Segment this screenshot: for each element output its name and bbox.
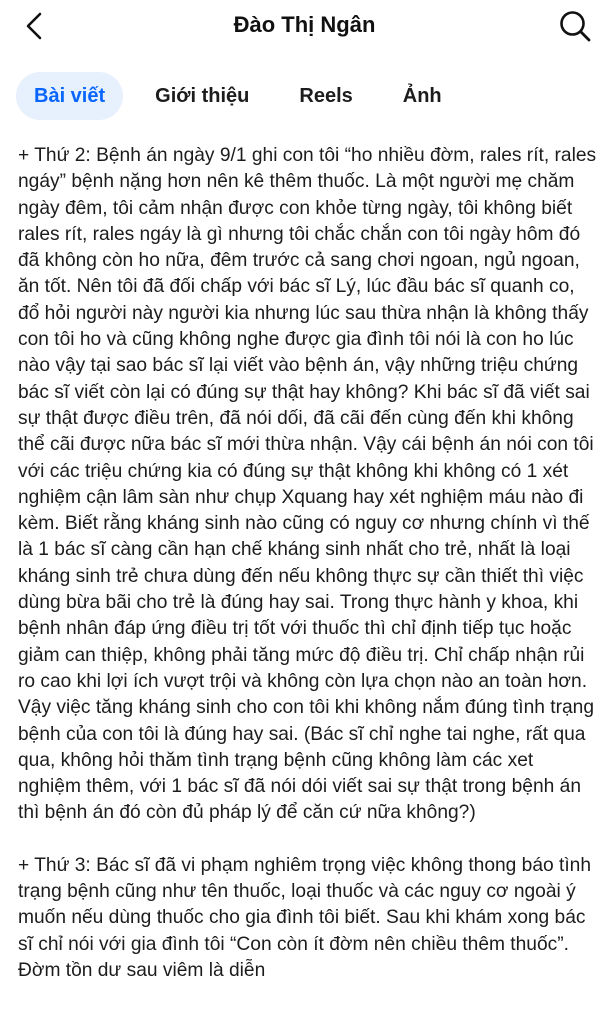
- tab-posts[interactable]: Bài viết: [16, 72, 123, 120]
- top-bar: [0, 0, 609, 52]
- tab-photos[interactable]: Ảnh: [402, 85, 442, 107]
- profile-tabs: [16, 70, 474, 122]
- post-content: [18, 143, 600, 1010]
- tab-reels[interactable]: Reels: [299, 85, 353, 107]
- search-icon: [558, 9, 592, 43]
- search-button[interactable]: [555, 6, 595, 46]
- post-paragraph: + Thứ 3: Bác sĩ đã vi phạm nghiêm trọng việc không thong báo tình trạng bệnh cũng như tên thuốc, loại thuốc và các nguy cơ ngoài ý muốn nếu dùng thuốc cho gia đình tôi biết. Sau khi khám xong bác sĩ chỉ nói với gia đình tôi “Con còn ít đờm nên chiều thêm thuốc”. Đờm tồn dư sau viêm là diễn: [18, 854, 592, 981]
- page-title: Đào Thị Ngân: [233, 12, 376, 37]
- post-paragraph: + Thứ 2: Bệnh án ngày 9/1 ghi con tôi “ho nhiều đờm, rales rít, rales ngáy” bệnh nặng hơn nên kê thêm thuốc. Là một người mẹ chăm ngày đêm, tôi cảm nhận được con khỏe từng ngày, tôi không biết rales rít, rales ngáy là gì nhưng tôi chắc chắn con tôi ngày hôm đó đã không còn ho nữa, đêm trước cả sang chơi ngoan, ngủ ngoan, ăn tốt. Nên tôi đã đối chấp với bác sĩ Lý, lúc đầu bác sĩ quanh co, đổ hỏi người này người kia nhưng lúc sau thừa nhận là không thấy con tôi ho và cũng không nghe được gia đình tôi nói là con ho lúc nào vậy tại sao bác sĩ lại viết vào bệnh án, vậy những triệu chứng bác sĩ viết còn lại có đúng sự thật hay không? Khi bác sĩ đã viết sai sự thật được điều trên, đã nói dối, đã cãi đến cùng đến khi không thể cãi được nữa bác sĩ mới thừa nhận. Vậy cái bệnh án nói con tôi với các triệu chứng kia có đúng sự thật không khi không có 1 xét nghiệm cận lâm sàn như chụp Xquang hay xét nghiệm máu nào đi kèm. Biết rằng kháng sinh nào cũng có nguy cơ nhưng chính vì thế là 1 bác sĩ càng cần hạn chế kháng sinh nhất cho trẻ, nhất là loại kháng sinh trẻ chưa dùng đến nếu không thực sự cần thiết thì việc dùng bừa bãi cho trẻ là đúng hay sai. Trong thực hành y khoa, khi bệnh nhân đáp ứng điều trị tốt với thuốc thì chỉ định tiếp tục hoặc giảm can thiệp, không phải tăng mức độ điều trị. Chỉ chấp nhận rủi ro cao khi lợi ích vượt trội và không còn lựa chọn nào an toàn hơn. Vậy việc tăng kháng sinh cho con tôi khi không nắm đúng tình trạng bệnh của con tôi là đúng hay sai. (Bác sĩ chỉ nghe tai nghe, rất qua qua, không hỏi thăm tình trạng bệnh cũng không làm các xet nghiệm thêm, với 1 bác sĩ đã nói dói viết sai sự thật trong bệnh án thì bệnh án đó còn đủ pháp lý để căn cứ nữa không?): [18, 145, 597, 824]
- tab-about[interactable]: Giới thiệu: [155, 85, 250, 107]
